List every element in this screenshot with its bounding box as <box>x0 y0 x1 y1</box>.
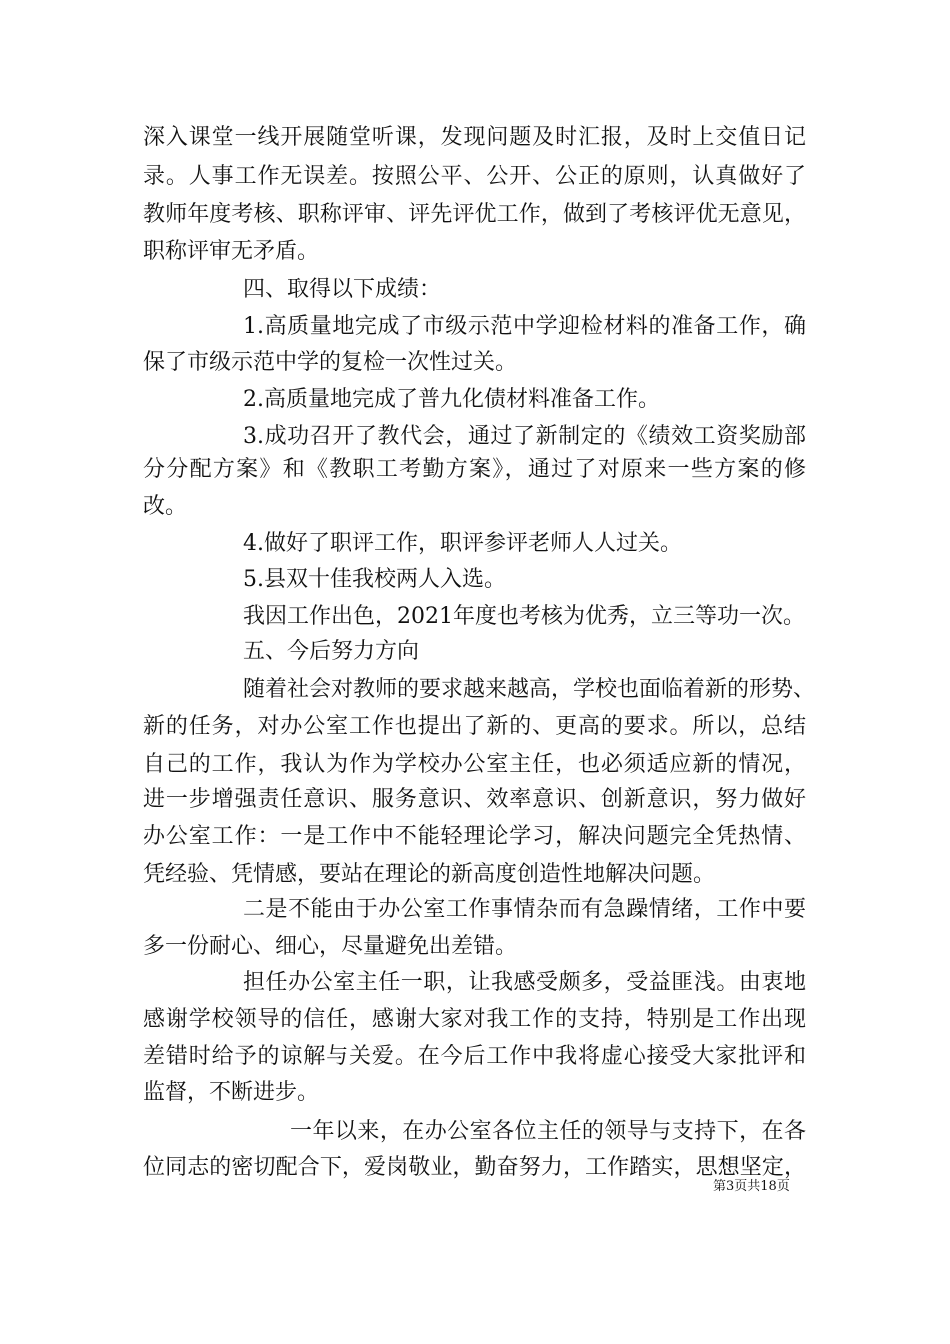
text-line: 3.成功召开了教代会，通过了新制定的《绩效工资奖励部 <box>243 424 806 449</box>
text-line: 担任办公室主任一职，让我感受颇多，受益匪浅。由衷地 <box>243 970 806 995</box>
text-line: 二是不能由于办公室工作事情杂而有急躁情绪，工作中要 <box>243 897 806 922</box>
text-line: 位同志的密切配合下，爱岗敬业，勤奋努力，工作踏实，思想坚定， <box>143 1155 806 1180</box>
section-heading: 五、今后努力方向 <box>243 639 420 664</box>
text-line: 分分配方案》和《教职工考勤方案》，通过了对原来一些方案的修 <box>143 457 806 482</box>
text-line: 深入课堂一线开展随堂听课，发现问题及时汇报，及时上交值日记 <box>143 125 806 150</box>
text-line: 多一份耐心、细心，尽量避免出差错。 <box>143 934 518 959</box>
text-line: 录。人事工作无误差。按照公平、公开、公正的原则，认真做好了 <box>143 164 806 189</box>
text-line: 新的任务，对办公室工作也提出了新的、更高的要求。所以，总结 <box>143 714 806 739</box>
text-line: 教师年度考核、职称评审、评先评优工作，做到了考核评优无意见， <box>143 202 806 227</box>
text-line: 感谢学校领导的信任，感谢大家对我工作的支持，特别是工作出现 <box>143 1007 806 1032</box>
text-line: 凭经验、凭情感，要站在理论的新高度创造性地解决问题。 <box>143 862 716 887</box>
text-line: 我因工作出色，2021年度也考核为优秀，立三等功一次。 <box>243 604 805 629</box>
page-number-footer: 第3页共18页 <box>713 1179 790 1194</box>
text-line: 监督，不断进步。 <box>143 1080 320 1105</box>
text-line: 1.高质量地完成了市级示范中学迎检材料的准备工作，确 <box>243 314 806 339</box>
text-line: 保了市级示范中学的复检一次性过关。 <box>143 350 518 375</box>
text-line: 差错时给予的谅解与关爱。在今后工作中我将虚心接受大家批评和 <box>143 1044 806 1069</box>
text-line: 自己的工作，我认为作为学校办公室主任，也必须适应新的情况， <box>143 752 806 777</box>
text-line: 进一步增强责任意识、服务意识、效率意识、创新意识，努力做好 <box>143 787 806 812</box>
text-line: 4.做好了职评工作，职评参评老师人人过关。 <box>243 531 682 556</box>
text-line: 5.县双十佳我校两人入选。 <box>243 567 506 592</box>
text-line: 2.高质量地完成了普九化债材料准备工作。 <box>243 387 660 412</box>
section-heading: 四、取得以下成绩： <box>243 277 442 302</box>
text-line: 随着社会对教师的要求越来越高，学校也面临着新的形势、 <box>243 677 816 702</box>
text-line: 改。 <box>143 494 188 519</box>
text-line: 办公室工作：一是工作中不能轻理论学习，解决问题完全凭热情、 <box>143 824 806 849</box>
text-line: 一年以来，在办公室各位主任的领导与支持下，在各 <box>290 1119 806 1144</box>
text-line: 职称评审无矛盾。 <box>143 239 320 264</box>
